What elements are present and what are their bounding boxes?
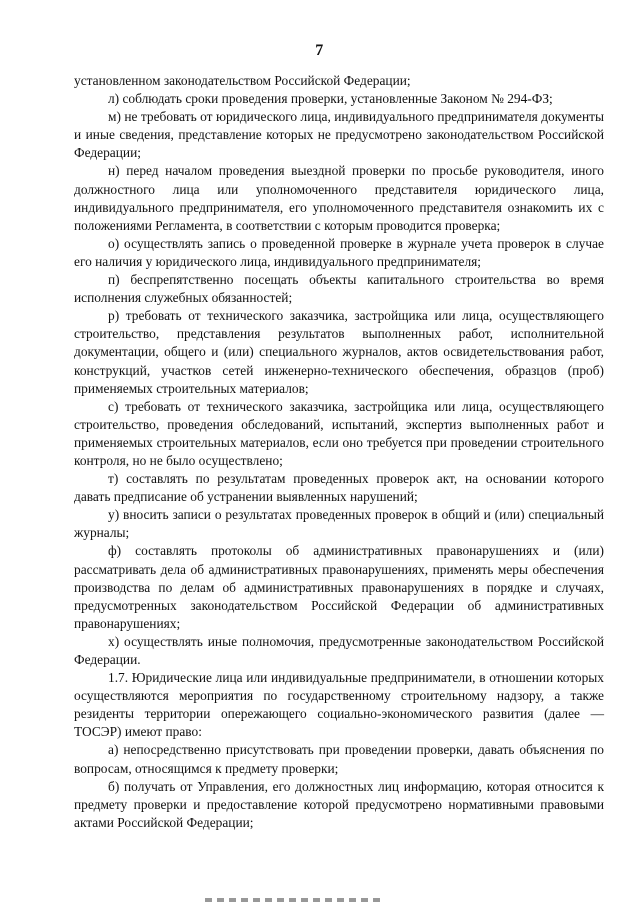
paragraph-o: о) осуществлять запись о проведенной проверке в журнале учета проверок в случае его наличия у юридического лица, индивидуального предпринимателя; <box>74 235 604 269</box>
paragraph-r: р) требовать от технического заказчика, застройщика или лица, осуществляющего строительство, представления результатов выполненных работ, исполнительной документации, общего и (или) специального журналов, актов освидетельствования работ, конструкций, участков сетей инженерно-технического обеспечения, образцов (проб) применяемых строительных материалов; <box>74 308 604 396</box>
paragraph-b: б) получать от Управления, его должностных лиц информацию, которая относится к предмету проверки и предоставление которой предусмотрено нормативными правовыми актами Российской Федерации; <box>74 778 604 830</box>
paragraph-m: м) не требовать от юридического лица, индивидуального предпринимателя документы и иные сведения, представление которых не предусмотрено законодательством Российской Федерации; <box>74 109 604 161</box>
paragraph-n: н) перед началом проведения выездной проверки по просьбе руководителя, иного должностного лица или уполномоченного представителя юридического лица, индивидуального предпринимателя, его уполномоченного представителя ознакомить их с положениями Регламента, в соответствии с которым проводится проверка; <box>74 163 604 233</box>
paragraph-u: у) вносить записи о результатах проведенных проверок в общий и (или) специальный журналы; <box>74 507 604 541</box>
document-body <box>74 72 604 832</box>
paragraph-t: т) составлять по результатам проведенных проверок акт, на основании которого давать предписание об устранении выявленных нарушений; <box>74 471 604 505</box>
scan-edge-mark <box>205 898 385 902</box>
paragraph-a: а) непосредственно присутствовать при проведении проверки, давать объяснения по вопросам, относящимся к предмету проверки; <box>74 742 604 776</box>
paragraph-kh: х) осуществлять иные полномочия, предусмотренные законодательством Российской Федерации. <box>74 633 604 667</box>
paragraph-1-7: 1.7. Юридические лица или индивидуальные предприниматели, в отношении которых осуществляются мероприятия по государственному строительному надзору, а также резиденты территории опережающего социально-экономического развития (далее — ТОСЭР) имеют право: <box>74 670 604 740</box>
paragraph-p: п) беспрепятственно посещать объекты капитального строительства во время исполнения служебных обязанностей; <box>74 272 604 306</box>
paragraph-continuation: установленном законодательством Российской Федерации; <box>74 73 411 88</box>
paragraph-f: ф) составлять протоколы об административных правонарушениях и (или) рассматривать дела об административных правонарушениях, применять меры обеспечения производства по делам об административных правонарушениях в порядке и случаях, предусмотренных законодательством Российской Федерации об административных правонарушениях; <box>74 543 604 631</box>
page-number: 7 <box>315 42 324 59</box>
paragraph-l: л) соблюдать сроки проведения проверки, установленные Законом № 294-ФЗ; <box>108 91 553 107</box>
paragraph-s: с) требовать от технического заказчика, застройщика или лица, осуществляющего строительство, проведения обследований, испытаний, экспертиз выполненных работ и применяемых строительных материалов, если оно требуется при проведении строительного контроля, но не было осуществлено; <box>74 398 604 468</box>
